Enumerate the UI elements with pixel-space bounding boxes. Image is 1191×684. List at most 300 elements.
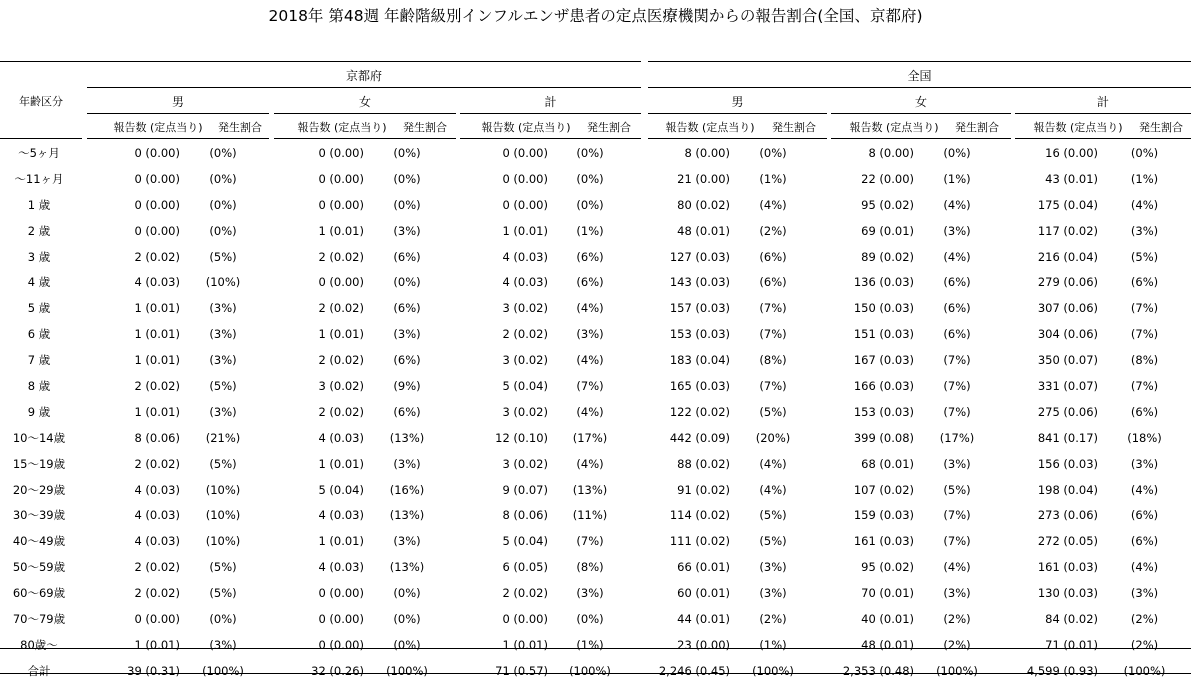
header-bottom-rule (831, 138, 1011, 139)
count-cell: 307 (0.06) (1037, 301, 1098, 316)
ratio-cell: (5%) (209, 586, 237, 601)
count-cell: 4 (0.03) (502, 275, 548, 290)
count-cell: 60 (0.01) (677, 586, 730, 601)
count-cell: 183 (0.04) (669, 353, 730, 368)
age-cell: 60～69歳 (12, 586, 66, 601)
ratio-cell: (3%) (209, 301, 237, 316)
ratio-cell: (3%) (1130, 456, 1159, 471)
ratio-cell: (7%) (1130, 301, 1159, 316)
count-cell: 130 (0.03) (1037, 586, 1098, 601)
ratio-cell: (6%) (393, 404, 421, 419)
count-cell: 40 (0.01) (861, 611, 914, 626)
ratio-cell: (0%) (209, 223, 237, 238)
count-cell: 275 (0.06) (1037, 404, 1098, 419)
count-cell: 5 (0.04) (502, 534, 548, 549)
count-cell: 2 (0.02) (502, 586, 548, 601)
count-cell: 22 (0.00) (861, 171, 914, 186)
age-cell: 6 歳 (27, 327, 51, 342)
ratio-cell: (3%) (759, 586, 787, 601)
ratio-cell: (6%) (759, 249, 787, 264)
ratio-cell: (2%) (943, 637, 971, 652)
table-row (0, 140, 1191, 166)
age-cell: 2 歳 (27, 223, 51, 238)
kyoto-female-header: 女 (358, 95, 371, 109)
count-cell: 331 (0.07) (1037, 378, 1098, 393)
count-header: 報告数 (定点当り) (849, 121, 939, 134)
ratio-cell: (1%) (1130, 171, 1159, 186)
ratio-cell: (10%) (205, 482, 241, 497)
count-cell: 161 (0.03) (1037, 560, 1098, 575)
ratio-cell: (5%) (209, 456, 237, 471)
ratio-cell: (6%) (393, 353, 421, 368)
table-row (0, 632, 1191, 658)
ratio-cell: (3%) (576, 586, 604, 601)
ratio-cell: (2%) (759, 223, 787, 238)
count-cell: 0 (0.00) (318, 145, 364, 160)
count-cell: 39 (0.31) (127, 663, 180, 678)
count-cell: 0 (0.00) (134, 145, 180, 160)
count-cell: 1 (0.01) (134, 327, 180, 342)
count-cell: 1 (0.01) (134, 404, 180, 419)
age-cell: 50～59歳 (12, 560, 66, 575)
count-cell: 4 (0.03) (134, 275, 180, 290)
age-group-header: 年齢区分 (19, 95, 63, 108)
ratio-cell: (6%) (393, 301, 421, 316)
ratio-cell: (5%) (209, 378, 237, 393)
count-cell: 4 (0.03) (134, 508, 180, 523)
ratio-cell: (10%) (205, 275, 241, 290)
count-cell: 127 (0.03) (669, 249, 730, 264)
count-cell: 23 (0.00) (677, 637, 730, 652)
ratio-cell: (100%) (1123, 663, 1166, 678)
count-cell: 32 (0.26) (311, 663, 364, 678)
count-cell: 0 (0.00) (318, 611, 364, 626)
ratio-cell: (4%) (943, 197, 971, 212)
ratio-cell: (100%) (386, 663, 428, 678)
count-cell: 272 (0.05) (1037, 534, 1098, 549)
count-cell: 0 (0.00) (318, 586, 364, 601)
count-cell: 1 (0.01) (318, 327, 364, 342)
count-cell: 0 (0.00) (502, 611, 548, 626)
ratio-cell: (6%) (943, 275, 971, 290)
ratio-cell: (6%) (393, 249, 421, 264)
ratio-cell: (7%) (576, 378, 604, 393)
count-cell: 442 (0.09) (669, 430, 730, 445)
count-header: 報告数 (定点当り) (297, 121, 387, 134)
age-cell: 10～14歳 (12, 430, 66, 445)
age-cell: 80歳～ (20, 637, 58, 652)
count-cell: 279 (0.06) (1037, 275, 1098, 290)
table-row (0, 425, 1191, 451)
sex-underline (87, 113, 269, 114)
total-row (0, 658, 1191, 684)
ratio-cell: (7%) (576, 534, 604, 549)
ratio-cell: (0%) (209, 197, 237, 212)
ratio-cell: (0%) (393, 275, 421, 290)
count-cell: 136 (0.03) (853, 275, 914, 290)
count-cell: 69 (0.01) (861, 223, 914, 238)
count-cell: 0 (0.00) (134, 611, 180, 626)
count-header: 報告数 (定点当り) (665, 121, 755, 134)
ratio-cell: (1%) (576, 223, 604, 238)
report-table (0, 140, 1191, 684)
count-cell: 304 (0.06) (1037, 327, 1098, 342)
ratio-cell: (3%) (393, 456, 421, 471)
ratio-cell: (2%) (759, 611, 787, 626)
count-cell: 167 (0.03) (853, 353, 914, 368)
count-cell: 0 (0.00) (502, 197, 548, 212)
age-cell: 70～79歳 (12, 611, 66, 626)
ratio-cell: (0%) (576, 197, 604, 212)
region-header-national: 全国 (907, 69, 932, 83)
count-cell: 1 (0.01) (502, 637, 548, 652)
ratio-cell: (7%) (943, 353, 971, 368)
ratio-cell: (5%) (759, 508, 787, 523)
count-cell: 1 (0.01) (318, 223, 364, 238)
ratio-cell: (7%) (943, 404, 971, 419)
count-cell: 0 (0.00) (318, 171, 364, 186)
ratio-cell: (100%) (569, 663, 611, 678)
count-cell: 1 (0.01) (318, 534, 364, 549)
ratio-cell: (6%) (576, 275, 604, 290)
ratio-cell: (2%) (943, 611, 971, 626)
age-cell: 4 歳 (27, 275, 51, 290)
count-cell: 43 (0.01) (1045, 171, 1098, 186)
count-cell: 8 (0.06) (502, 508, 548, 523)
ratio-cell: (6%) (759, 275, 787, 290)
ratio-cell: (4%) (943, 249, 971, 264)
ratio-cell: (17%) (572, 430, 608, 445)
ratio-cell: (0%) (393, 197, 421, 212)
ratio-cell: (3%) (1130, 223, 1159, 238)
table-row (0, 502, 1191, 528)
count-header: 報告数 (定点当り) (1033, 121, 1123, 134)
ratio-cell: (6%) (1130, 404, 1159, 419)
ratio-cell: (3%) (943, 586, 971, 601)
ratio-cell: (5%) (209, 249, 237, 264)
count-cell: 0 (0.00) (134, 171, 180, 186)
table-row (0, 347, 1191, 373)
table-row (0, 477, 1191, 503)
ratio-cell: (4%) (576, 404, 604, 419)
table-row (0, 606, 1191, 632)
count-cell: 1 (0.01) (134, 637, 180, 652)
national-total-header: 計 (1096, 95, 1109, 109)
count-cell: 2 (0.02) (134, 586, 180, 601)
national-male-header: 男 (731, 95, 744, 109)
count-cell: 151 (0.03) (853, 327, 914, 342)
count-cell: 88 (0.02) (677, 456, 730, 471)
count-cell: 68 (0.01) (861, 456, 914, 471)
ratio-cell: (13%) (389, 430, 425, 445)
count-cell: 841 (0.17) (1037, 430, 1098, 445)
count-cell: 4,599 (0.93) (1026, 663, 1098, 678)
table-row (0, 269, 1191, 295)
ratio-cell: (4%) (1130, 197, 1159, 212)
table-row (0, 192, 1191, 218)
header-bottom-rule (648, 138, 827, 139)
count-cell: 1 (0.01) (502, 223, 548, 238)
table-row (0, 373, 1191, 399)
count-cell: 5 (0.04) (502, 378, 548, 393)
count-cell: 2 (0.02) (318, 249, 364, 264)
table-row (0, 218, 1191, 244)
ratio-cell: (100%) (752, 663, 794, 678)
count-cell: 157 (0.03) (669, 301, 730, 316)
count-cell: 175 (0.04) (1037, 197, 1098, 212)
count-cell: 1 (0.01) (134, 353, 180, 368)
ratio-cell: (7%) (1130, 378, 1159, 393)
page-title: 2018年 第48週 年齢階級別インフルエンザ患者の定点医療機関からの報告割合(全国、京都府) (268, 7, 923, 25)
age-cell: ～11ヶ月 (14, 171, 64, 186)
count-cell: 0 (0.00) (318, 275, 364, 290)
count-cell: 0 (0.00) (134, 223, 180, 238)
ratio-cell: (17%) (939, 430, 975, 445)
national-female-header: 女 (914, 95, 927, 109)
count-cell: 3 (0.02) (318, 378, 364, 393)
count-cell: 6 (0.05) (502, 560, 548, 575)
ratio-cell: (0%) (393, 637, 421, 652)
age-cell: 9 歳 (27, 404, 51, 419)
ratio-header: 発生割合 (1139, 121, 1183, 134)
count-cell: 2 (0.02) (134, 249, 180, 264)
count-cell: 143 (0.03) (669, 275, 730, 290)
ratio-cell: (13%) (389, 508, 425, 523)
count-cell: 66 (0.01) (677, 560, 730, 575)
ratio-cell: (16%) (389, 482, 425, 497)
sex-underline (274, 113, 456, 114)
count-cell: 153 (0.03) (669, 327, 730, 342)
ratio-cell: (1%) (576, 637, 604, 652)
ratio-cell: (0%) (1130, 145, 1159, 160)
ratio-cell: (4%) (576, 301, 604, 316)
ratio-header: 発生割合 (772, 121, 816, 134)
age-cell: 1 歳 (27, 197, 51, 212)
ratio-cell: (3%) (1130, 586, 1159, 601)
ratio-cell: (7%) (759, 327, 787, 342)
ratio-cell: (6%) (1130, 508, 1159, 523)
sex-underline (1015, 113, 1191, 114)
ratio-cell: (8%) (759, 353, 787, 368)
ratio-cell: (1%) (759, 637, 787, 652)
table-row (0, 528, 1191, 554)
count-cell: 3 (0.02) (502, 353, 548, 368)
count-cell: 2 (0.02) (318, 301, 364, 316)
ratio-cell: (21%) (205, 430, 241, 445)
age-cell: 5 歳 (27, 301, 51, 316)
header-top-rule-right (648, 61, 1191, 62)
count-cell: 165 (0.03) (669, 378, 730, 393)
ratio-cell: (8%) (576, 560, 604, 575)
ratio-cell: (4%) (943, 560, 971, 575)
region-underline-kyoto (87, 87, 641, 88)
region-header-kyoto: 京都府 (345, 69, 382, 83)
ratio-cell: (10%) (205, 508, 241, 523)
count-cell: 159 (0.03) (853, 508, 914, 523)
table-row (0, 399, 1191, 425)
ratio-cell: (3%) (576, 327, 604, 342)
age-cell: 3 歳 (27, 249, 51, 264)
ratio-cell: (4%) (759, 482, 787, 497)
count-cell: 114 (0.02) (669, 508, 730, 523)
ratio-cell: (1%) (943, 171, 971, 186)
ratio-cell: (3%) (209, 637, 237, 652)
sex-underline (460, 113, 641, 114)
count-cell: 95 (0.02) (861, 560, 914, 575)
ratio-cell: (100%) (936, 663, 978, 678)
count-cell: 16 (0.00) (1045, 145, 1098, 160)
ratio-cell: (7%) (1130, 327, 1159, 342)
count-cell: 71 (0.01) (1045, 637, 1098, 652)
ratio-cell: (5%) (209, 560, 237, 575)
count-cell: 117 (0.02) (1037, 223, 1098, 238)
age-cell: 7 歳 (27, 353, 51, 368)
count-cell: 4 (0.03) (318, 508, 364, 523)
count-cell: 9 (0.07) (502, 482, 548, 497)
ratio-cell: (4%) (1130, 482, 1159, 497)
ratio-cell: (3%) (393, 327, 421, 342)
ratio-cell: (2%) (1130, 637, 1159, 652)
table-row (0, 295, 1191, 321)
ratio-cell: (5%) (1130, 249, 1159, 264)
region-underline-national (648, 87, 1191, 88)
ratio-cell: (0%) (943, 145, 971, 160)
ratio-cell: (13%) (389, 560, 425, 575)
count-cell: 2 (0.02) (318, 353, 364, 368)
ratio-cell: (0%) (759, 145, 787, 160)
ratio-cell: (0%) (393, 171, 421, 186)
ratio-cell: (6%) (1130, 275, 1159, 290)
count-cell: 4 (0.03) (318, 560, 364, 575)
count-cell: 21 (0.00) (677, 171, 730, 186)
ratio-cell: (0%) (576, 145, 604, 160)
count-cell: 3 (0.02) (502, 456, 548, 471)
count-cell: 2 (0.02) (502, 327, 548, 342)
table-row (0, 451, 1191, 477)
count-cell: 71 (0.57) (495, 663, 548, 678)
sex-underline (648, 113, 827, 114)
ratio-cell: (0%) (393, 586, 421, 601)
ratio-cell: (1%) (759, 171, 787, 186)
ratio-cell: (5%) (943, 482, 971, 497)
age-cell: 15～19歳 (12, 456, 66, 471)
age-cell: ～5ヶ月 (18, 145, 60, 160)
count-cell: 8 (0.00) (868, 145, 914, 160)
count-cell: 89 (0.02) (861, 249, 914, 264)
header-bottom-rule (460, 138, 641, 139)
ratio-cell: (8%) (1130, 353, 1159, 368)
table-row (0, 166, 1191, 192)
count-cell: 84 (0.02) (1045, 611, 1098, 626)
header-bottom-rule (87, 138, 269, 139)
ratio-header: 発生割合 (218, 121, 262, 134)
count-cell: 48 (0.01) (677, 223, 730, 238)
count-cell: 150 (0.03) (853, 301, 914, 316)
count-cell: 1 (0.01) (134, 301, 180, 316)
ratio-header: 発生割合 (403, 121, 447, 134)
count-cell: 399 (0.08) (853, 430, 914, 445)
count-cell: 91 (0.02) (677, 482, 730, 497)
count-cell: 8 (0.06) (134, 430, 180, 445)
sex-underline (831, 113, 1011, 114)
header-bottom-rule (0, 138, 82, 139)
kyoto-total-header: 計 (544, 95, 557, 109)
age-cell: 合計 (27, 663, 51, 678)
header-bottom-rule (1015, 138, 1191, 139)
count-cell: 8 (0.00) (684, 145, 730, 160)
count-cell: 161 (0.03) (853, 534, 914, 549)
ratio-cell: (3%) (393, 534, 421, 549)
header-bottom-rule (274, 138, 456, 139)
table-row (0, 580, 1191, 606)
age-cell: 8 歳 (27, 378, 51, 393)
count-cell: 4 (0.03) (134, 534, 180, 549)
ratio-cell: (10%) (205, 534, 241, 549)
ratio-cell: (0%) (393, 611, 421, 626)
ratio-cell: (20%) (755, 430, 791, 445)
count-cell: 3 (0.02) (502, 301, 548, 316)
ratio-cell: (18%) (1127, 430, 1162, 445)
count-cell: 0 (0.00) (318, 637, 364, 652)
count-cell: 2 (0.02) (134, 560, 180, 575)
ratio-cell: (0%) (576, 611, 604, 626)
ratio-cell: (0%) (209, 171, 237, 186)
ratio-cell: (6%) (943, 327, 971, 342)
count-cell: 107 (0.02) (853, 482, 914, 497)
ratio-cell: (3%) (209, 327, 237, 342)
count-cell: 4 (0.03) (134, 482, 180, 497)
table-row (0, 554, 1191, 580)
count-cell: 44 (0.01) (677, 611, 730, 626)
ratio-cell: (7%) (759, 378, 787, 393)
count-cell: 4 (0.03) (318, 430, 364, 445)
count-cell: 12 (0.10) (495, 430, 548, 445)
count-cell: 70 (0.01) (861, 586, 914, 601)
ratio-cell: (4%) (576, 456, 604, 471)
count-cell: 0 (0.00) (502, 145, 548, 160)
ratio-cell: (3%) (759, 560, 787, 575)
count-cell: 48 (0.01) (861, 637, 914, 652)
count-cell: 4 (0.03) (502, 249, 548, 264)
count-cell: 1 (0.01) (318, 456, 364, 471)
table-row (0, 244, 1191, 270)
count-cell: 350 (0.07) (1037, 353, 1098, 368)
ratio-cell: (3%) (393, 223, 421, 238)
count-cell: 2,353 (0.48) (842, 663, 914, 678)
count-cell: 5 (0.04) (318, 482, 364, 497)
kyoto-male-header: 男 (171, 95, 184, 109)
ratio-cell: (3%) (209, 353, 237, 368)
count-cell: 122 (0.02) (669, 404, 730, 419)
ratio-cell: (3%) (943, 223, 971, 238)
ratio-cell: (7%) (943, 508, 971, 523)
count-cell: 3 (0.02) (502, 404, 548, 419)
ratio-cell: (5%) (759, 534, 787, 549)
count-cell: 80 (0.02) (677, 197, 730, 212)
ratio-cell: (0%) (209, 145, 237, 160)
ratio-cell: (9%) (393, 378, 421, 393)
ratio-cell: (5%) (759, 404, 787, 419)
count-cell: 2 (0.02) (134, 378, 180, 393)
ratio-cell: (7%) (943, 534, 971, 549)
count-cell: 273 (0.06) (1037, 508, 1098, 523)
ratio-cell: (0%) (393, 145, 421, 160)
count-header: 報告数 (定点当り) (113, 121, 203, 134)
age-cell: 30～39歳 (12, 508, 66, 523)
ratio-cell: (6%) (943, 301, 971, 316)
ratio-cell: (4%) (759, 197, 787, 212)
ratio-cell: (0%) (209, 611, 237, 626)
